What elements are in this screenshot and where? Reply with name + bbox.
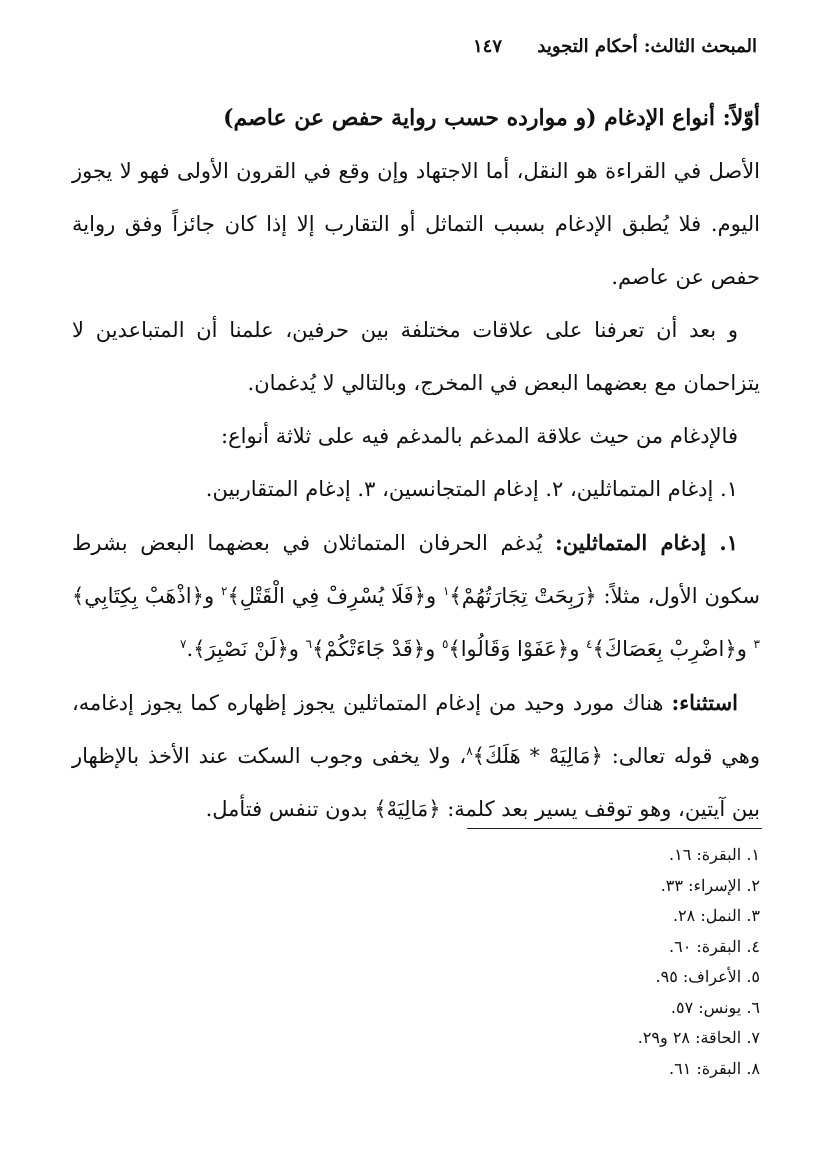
- footnote-item: ١. البقرة: ١٦.: [669, 845, 760, 864]
- running-header: [60, 36, 757, 66]
- conjunction: و: [736, 637, 747, 661]
- running-title: المبحث الثالث: أحكام التجويد: [537, 36, 757, 57]
- footnote-ref: ٥: [441, 637, 449, 651]
- quran-verse: ﴿رَبِحَتْ تِجَارَتُهُمْ﴾: [449, 584, 597, 608]
- exception-text: هناك مورد وحيد من إدغام المتماثلين يجوز إظهاره كما يجوز إدغامه، وهي قوله تعالى:: [72, 691, 761, 768]
- footnotes-list: [400, 840, 760, 1084]
- exception-label: استثناء:: [671, 690, 738, 715]
- paragraph-origin-of-reading: الأصل في القراءة هو النقل، أما الاجتهاد وإن وقع في القرون الأولى فهو لا يجوز اليوم. فلا يُطبق الإدغام بسبب التماثل أو التقارب إلا إذا كان جائزاً وفق رواية حفص عن عاصم.: [72, 159, 760, 289]
- conjunction: و: [203, 584, 215, 608]
- quran-verse: ﴿اضْرِبْ بِعَصَاكَ﴾: [592, 637, 737, 661]
- mutamathilayn-text: يُدغم الحرفان المتماثلان في بعضهما البعض بشرط سكون الأول، مثلاً:: [72, 531, 760, 608]
- footnote-item: ٥. الأعراف: ٩٥.: [655, 967, 760, 986]
- paragraph-mutamathilayn: [72, 516, 760, 676]
- exception-text-continued: ، ولا يخفى وجوب السكت عند الأخذ بالإظهار بين آيتين، وهو توقف يسير بعد كلمة:: [72, 744, 760, 821]
- sentence-end: .: [186, 637, 194, 661]
- footnote-item: ٤. البقرة: ٦٠.: [669, 936, 760, 956]
- footnote-item: ٨. البقرة: ٦١.: [669, 1058, 760, 1078]
- conjunction: و: [569, 637, 580, 661]
- quran-verse: ﴿قَدْ جَاءَتْكُمْ﴾: [312, 637, 426, 661]
- mutamathilayn-label: ١. إدغام المتماثلين:: [555, 530, 738, 555]
- conjunction: و: [425, 637, 436, 661]
- quran-verse: ﴿اذْهَبْ بِكِتَابِي﴾: [72, 584, 204, 608]
- main-text: [72, 92, 760, 836]
- paragraph-exception: [72, 676, 760, 836]
- footnote-ref: ١: [443, 584, 450, 598]
- conjunction: و: [425, 584, 437, 608]
- footnote-item: ٣. النمل: ٢٨.: [672, 906, 760, 925]
- footnote-ref: ٧: [180, 637, 187, 651]
- page-number: ١٤٧: [472, 36, 502, 57]
- section-heading: أوّلاً: أنواع الإدغام (و موارده حسب رواية حفص عن عاصم): [223, 105, 760, 131]
- quran-verse: ﴿عَفَوْا وَقَالُوا﴾: [448, 637, 570, 661]
- paragraph-distant-letters: و بعد أن تعرفنا على علاقات مختلفة بين حرفين، علمنا أن المتباعدين لا يتزاحمان مع بعضهما البعض في المخرج، وبالتالي لا يُدغمان.: [72, 318, 760, 395]
- conjunction: و: [288, 637, 299, 661]
- footnote-ref: ٦: [305, 637, 313, 651]
- paragraph-idgham-types-intro: فالإدغام من حيث علاقة المدغم بالمدغم فيه على ثلاثة أنواع:: [221, 424, 738, 448]
- footnote-ref: ٤: [586, 637, 593, 651]
- quran-verse: ﴿مَالِيَهْ * هَلَكَ﴾: [472, 744, 603, 768]
- quran-verse: ﴿مَالِيَهْ﴾: [374, 797, 441, 821]
- exception-text-end: بدون تنفس فتأمل.: [205, 797, 368, 821]
- footnote-item: ٦. يونس: ٥٧.: [670, 997, 760, 1017]
- footnote-item: ٧. الحاقة: ٢٨ و٢٩.: [637, 1028, 760, 1047]
- footnote-divider: [467, 828, 762, 829]
- paragraph-idgham-types-list: ١. إدغام المتماثلين، ٢. إدغام المتجانسين، ٣. إدغام المتقاربين.: [205, 477, 738, 501]
- footnote-ref: ٢: [221, 584, 228, 598]
- quran-verse: ﴿فَلَا يُسْرِفْ فِي الْقَتْلِ﴾: [227, 584, 426, 608]
- footnote-ref: ٨: [466, 744, 473, 758]
- footnote-item: ٢. الإسراء: ٣٣.: [660, 875, 760, 895]
- footnote-ref: ٣: [753, 637, 760, 651]
- quran-verse: ﴿لَنْ نَصْبِرَ﴾: [193, 637, 289, 661]
